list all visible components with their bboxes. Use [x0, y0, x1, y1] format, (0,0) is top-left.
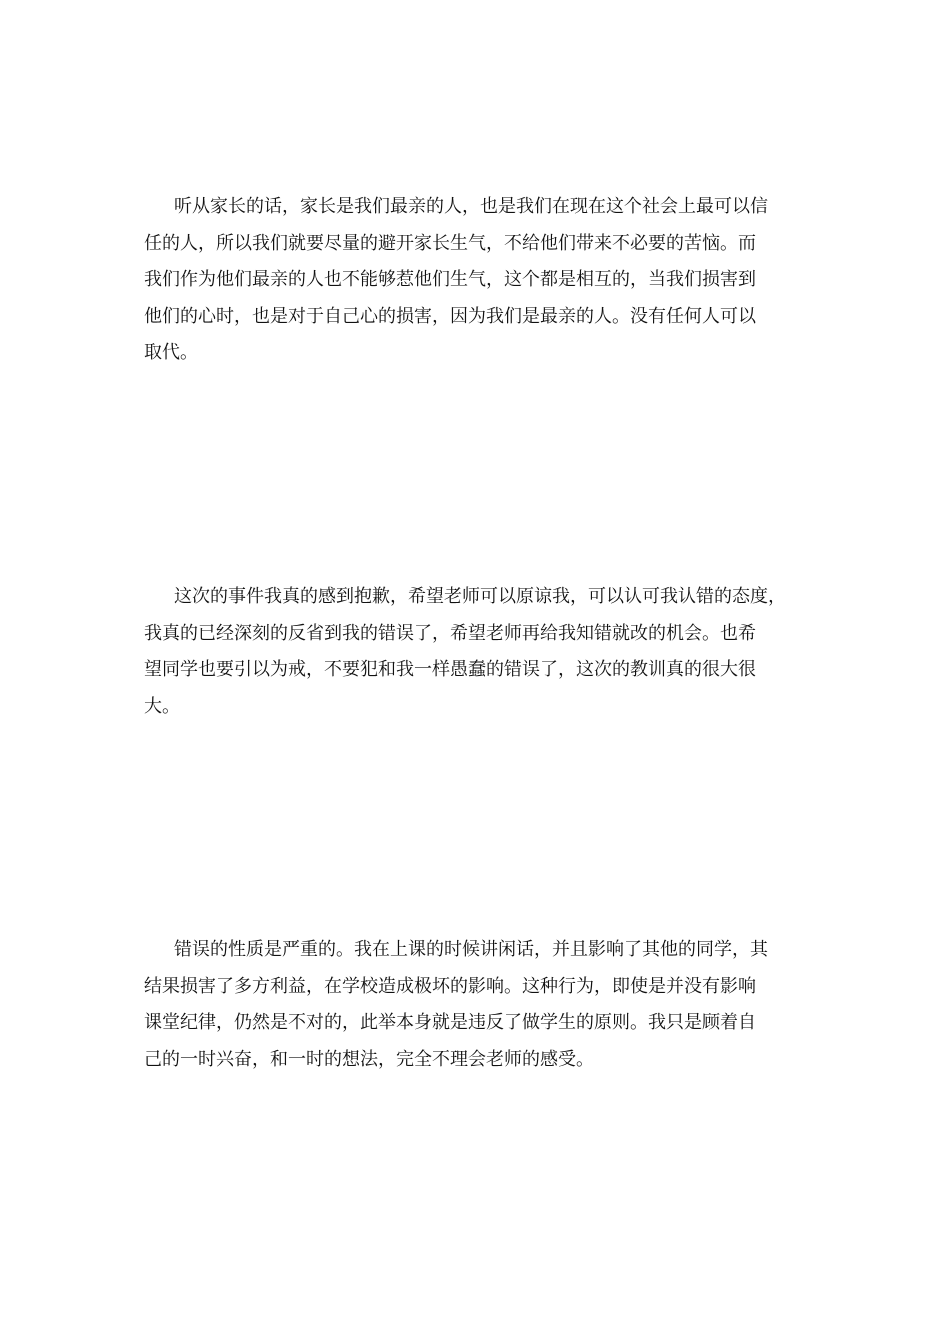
paragraph-line: 望同学也要引以为戒，不要犯和我一样愚蠢的错误了，这次的教训真的很大很 [144, 659, 756, 680]
paragraph-line: 错误的性质是严重的。我在上课的时候讲闲话，并且影响了其他的同学，其 [174, 939, 768, 960]
paragraph-line: 大。 [144, 695, 180, 717]
paragraph-line: 任的人，所以我们就要尽量的避开家长生气，不给他们带来不必要的苦恼。而 [144, 232, 756, 254]
paragraph-line: 我真的已经深刻的反省到我的错误了，希望老师再给我知错就改的机会。也希 [144, 622, 756, 644]
paragraph-line: 结果损害了多方利益，在学校造成极坏的影响。这种行为，即使是并没有影响 [144, 975, 756, 997]
paragraph-line: 这次的事件我真的感到抱歉，希望老师可以原谅我，可以认可我认错的态度， [174, 586, 786, 607]
paragraph-family [144, 189, 806, 372]
paragraph-line: 我们作为他们最亲的人也不能够惹他们生气，这个都是相互的，当我们损害到 [144, 269, 756, 290]
paragraph-apology [144, 579, 806, 725]
paragraph-line: 他们的心时，也是对于自己心的损害，因为我们是最亲的人。没有任何人可以 [144, 305, 756, 327]
paragraph-mistake [144, 932, 806, 1078]
paragraph-line: 听从家长的话，家长是我们最亲的人，也是我们在现在这个社会上最可以信 [174, 196, 768, 217]
paragraph-line: 取代。 [144, 342, 198, 363]
paragraph-line: 己的一时兴奋，和一时的想法，完全不理会老师的感受。 [144, 1048, 594, 1070]
paragraph-line: 课堂纪律，仍然是不对的，此举本身就是违反了做学生的原则。我只是顾着自 [144, 1012, 756, 1033]
